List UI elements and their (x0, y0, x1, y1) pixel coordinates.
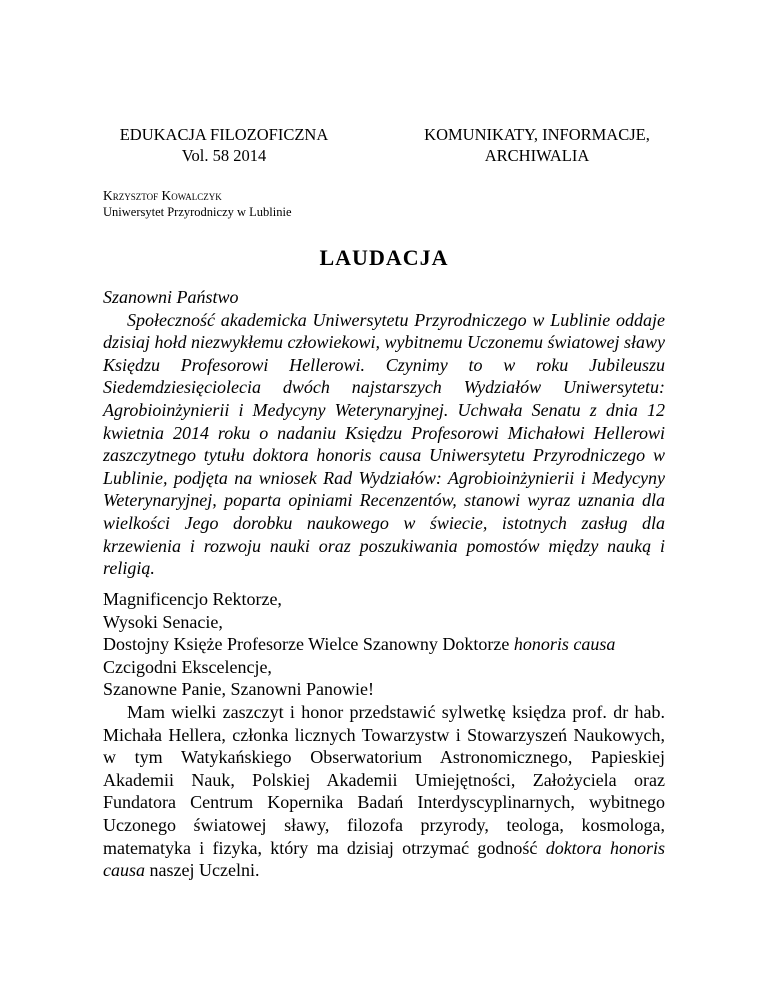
address-line-3 (103, 633, 665, 656)
author-affiliation: Uniwersytet Przyrodniczy w Lublinie (103, 205, 292, 219)
address-line-3-text: Dostojny Księże Profesorze Wielce Szanowny Doktorze (103, 634, 514, 655)
closing-text-end: naszej Uczelni. (145, 860, 260, 881)
closing-text-main: Mam wielki zaszczyt i honor przedstawić sylwetkę księdza prof. dr hab. Michała Hellera, członka licznych Towarzystw i Stowarzyszeń Naukowych, w tym Watykańskiego Obserwatorium Astronomicznego, Papieskiej Akademii Nauk, Polskiej Akademii Umiejętności, Założyciela oraz Fundatora Centrum Kopernika Badań Interdyscyplinarnych, wybitnego Uczonego światowej sławy, filozofa przyrody, teologa, kosmologa, matematyka i fizyka, który ma dzisiaj otrzymać godność (103, 701, 665, 858)
section-name-line1: KOMUNIKATY, INFORMACJE, (424, 125, 650, 144)
address-line-3-italic: honoris causa (513, 634, 616, 655)
section-name-line2: ARCHIWALIA (484, 146, 590, 165)
closing-text (103, 701, 665, 882)
section-header (412, 124, 662, 166)
journal-name: EDUKACJA FILOZOFICZNA (119, 125, 329, 144)
address-line-4: Czcigodni Ekscelencje, (103, 656, 272, 677)
closing-text-italic: doktora honoris causa (103, 837, 665, 881)
journal-header (108, 124, 340, 166)
intro-paragraph (103, 286, 665, 580)
author-name: Krzysztof Kowalczyk (103, 188, 222, 203)
greeting: Szanowni Państwo (103, 287, 239, 307)
address-line-5: Szanowne Panie, Szanowni Panowie! (103, 679, 374, 700)
article-title: LAUDACJA (319, 245, 449, 270)
journal-volume: Vol. 58 2014 (181, 146, 267, 165)
author-block (103, 187, 292, 221)
address-line-2: Wysoki Senacie, (103, 611, 223, 632)
intro-text: Społeczność akademicka Uniwersytetu Przyrodniczego w Lublinie oddaje dzisiaj hołd niezwykłemu człowiekowi, wybitnemu Uczonemu światowej sławy Księdzu Profesorowi Hellerowi. Czynimy to w roku Jubileuszu Siedemdziesięciolecia dwóch najstarszych Wydziałów Uniwersytetu: Agrobioinżynierii i Medycyny Weterynaryjnej. Uchwała Senatu z dnia 12 kwietnia 2014 roku o nadaniu Księdzu Profesorowi Michałowi Hellerowi zaszczytnego tytułu doktora honoris causa Uniwersytetu Przyrodniczego w Lublinie, podjęta na wniosek Rad Wydziałów: Agrobioinżynierii i Medycyny Weterynaryjnej, poparta opiniami Recenzentów, stanowi wyraz uznania dla wielkości Jego dorobku naukowego w świecie, istotnych zasług dla krzewienia i rozwoju nauki oraz poszukiwania pomostów między nauką i religią. (103, 309, 665, 579)
address-line-1: Magnificencjo Rektorze, (103, 589, 282, 609)
main-paragraph (103, 588, 665, 882)
